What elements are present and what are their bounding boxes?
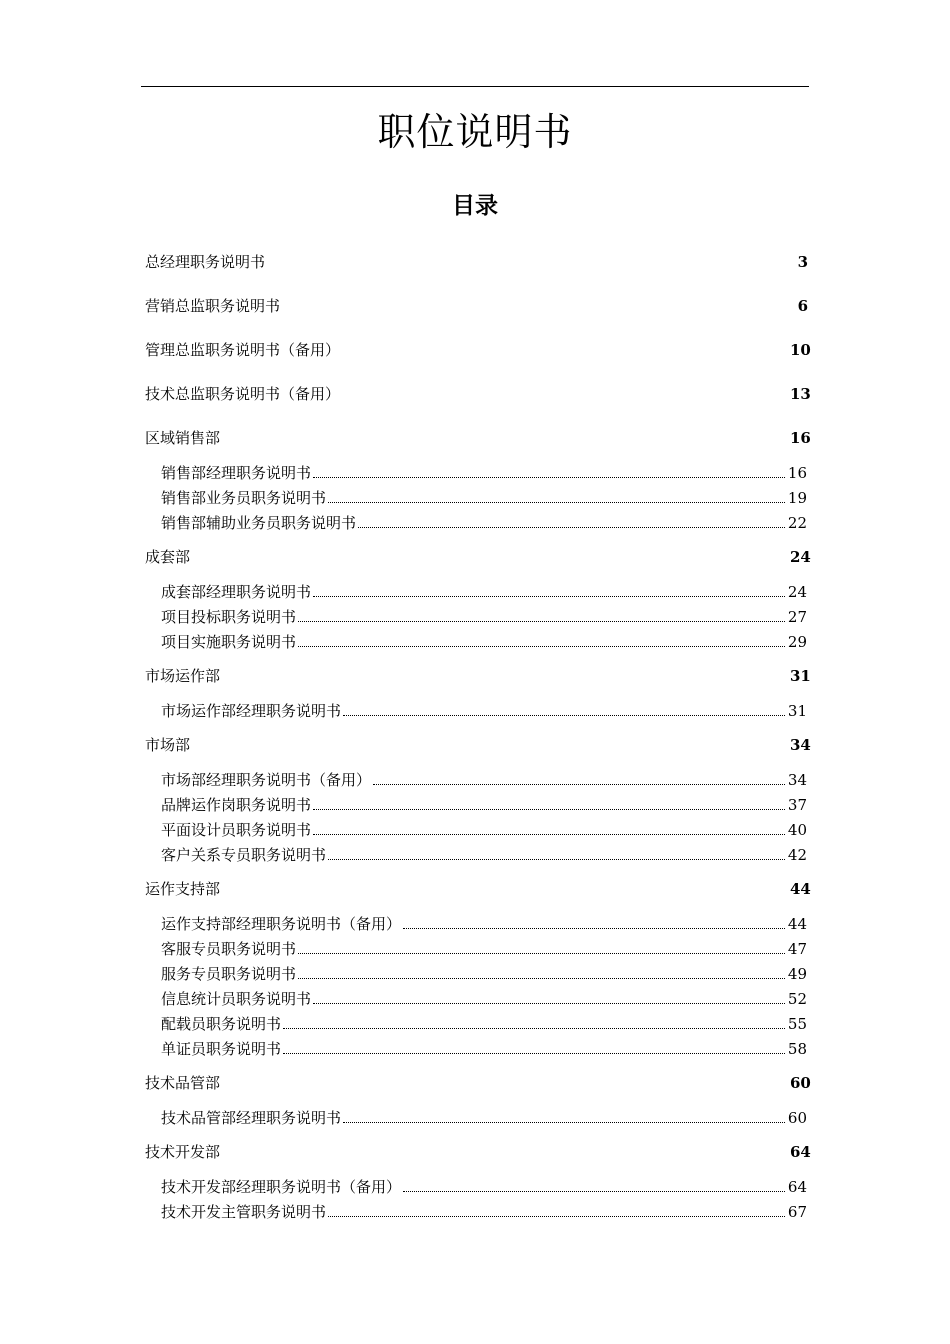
toc-dot-leader [343, 715, 785, 716]
toc-subsection-entry[interactable] [161, 1012, 807, 1036]
toc-dot-leader [328, 502, 785, 503]
toc-entry-label: 单证员职务说明书 [161, 1040, 282, 1058]
toc-page-number: 47 [787, 940, 807, 958]
toc-page-number: 3 [797, 253, 808, 271]
toc-entry-label: 客户关系专员职务说明书 [161, 846, 327, 864]
toc-dot-leader [373, 784, 785, 785]
toc-page-number: 64 [790, 1143, 811, 1161]
toc-page-number: 29 [787, 633, 807, 651]
toc-subsection-entry[interactable] [161, 818, 807, 842]
toc-entry-label: 区域销售部 [145, 429, 221, 447]
toc-section-entry[interactable] [145, 426, 810, 450]
toc-page-number: 34 [790, 736, 811, 754]
toc-entry-label: 项目投标职务说明书 [161, 608, 297, 626]
toc-subsection-entry[interactable] [161, 1200, 807, 1224]
toc-subsection-entry[interactable] [161, 843, 807, 867]
toc-page-number: 34 [787, 771, 807, 789]
toc-section-entry[interactable] [145, 294, 810, 318]
toc-entry-label: 销售部辅助业务员职务说明书 [161, 514, 357, 532]
toc-entry-label: 项目实施职务说明书 [161, 633, 297, 651]
toc-entry-label: 信息统计员职务说明书 [161, 990, 312, 1008]
toc-entry-label: 技术开发主管职务说明书 [161, 1203, 327, 1221]
toc-entry-label: 销售部经理职务说明书 [161, 464, 312, 482]
toc-dot-leader [298, 978, 785, 979]
toc-page-number: 52 [787, 990, 807, 1008]
toc-entry-label: 市场运作部经理职务说明书 [161, 702, 342, 720]
toc-page-number: 24 [787, 583, 807, 601]
toc-subsection-entry[interactable] [161, 486, 807, 510]
toc-dot-leader [298, 646, 785, 647]
toc-subsection-entry[interactable] [161, 937, 807, 961]
toc-subsection-entry[interactable] [161, 1106, 807, 1130]
toc-page-number: 13 [790, 385, 811, 403]
toc-subsection-entry[interactable] [161, 461, 807, 485]
toc-page-number: 44 [787, 915, 807, 933]
toc-entry-label: 品牌运作岗职务说明书 [161, 796, 312, 814]
toc-page-number: 64 [787, 1178, 807, 1196]
toc-dot-leader [328, 1216, 785, 1217]
toc-subsection-entry[interactable] [161, 768, 807, 792]
toc-page-number: 24 [790, 548, 811, 566]
toc-subsection-entry[interactable] [161, 699, 807, 723]
toc-subsection-entry[interactable] [161, 511, 807, 535]
toc-entry-label: 管理总监职务说明书（备用） [145, 341, 341, 359]
toc-entry-label: 市场部经理职务说明书（备用） [161, 771, 372, 789]
toc-subsection-entry[interactable] [161, 1037, 807, 1061]
toc-page-number: 10 [790, 341, 811, 359]
toc-dot-leader [313, 809, 785, 810]
toc-dot-leader [313, 596, 785, 597]
toc-entry-label: 总经理职务说明书 [145, 253, 266, 271]
toc-section-entry[interactable] [145, 733, 810, 757]
toc-page-number: 6 [797, 297, 808, 315]
toc-page-number: 22 [787, 514, 807, 532]
toc-entry-label: 服务专员职务说明书 [161, 965, 297, 983]
toc-entry-label: 技术品管部经理职务说明书 [161, 1109, 342, 1127]
toc-dot-leader [313, 1003, 785, 1004]
toc-page-number: 44 [790, 880, 811, 898]
toc-page-number: 42 [787, 846, 807, 864]
toc-page-number: 49 [787, 965, 807, 983]
toc-entry-label: 销售部业务员职务说明书 [161, 489, 327, 507]
toc-section-entry[interactable] [145, 664, 810, 688]
toc-subsection-entry[interactable] [161, 987, 807, 1011]
toc-page-number: 27 [787, 608, 807, 626]
toc-entry-label: 成套部 [145, 548, 191, 566]
toc-section-entry[interactable] [145, 545, 810, 569]
toc-section-entry[interactable] [145, 250, 810, 274]
toc-dot-leader [283, 1028, 785, 1029]
toc-page-number: 60 [790, 1074, 811, 1092]
toc-page-number: 19 [787, 489, 807, 507]
toc-entry-label: 技术品管部 [145, 1074, 221, 1092]
toc-entry-label: 技术开发部 [145, 1143, 221, 1161]
toc-subsection-entry[interactable] [161, 793, 807, 817]
toc-page-number: 40 [787, 821, 807, 839]
toc-dot-leader [298, 621, 785, 622]
toc-dot-leader [283, 1053, 785, 1054]
toc-dot-leader [358, 527, 785, 528]
toc-entry-label: 成套部经理职务说明书 [161, 583, 312, 601]
toc-entry-label: 配载员职务说明书 [161, 1015, 282, 1033]
toc-dot-leader [403, 1191, 785, 1192]
toc-subsection-entry[interactable] [161, 580, 807, 604]
toc-page-number: 60 [787, 1109, 807, 1127]
document-title: 职位说明书 [377, 110, 573, 154]
toc-page-number: 16 [787, 464, 807, 482]
toc-subsection-entry[interactable] [161, 962, 807, 986]
toc-dot-leader [328, 859, 785, 860]
toc-section-entry[interactable] [145, 877, 810, 901]
toc-page-number: 16 [790, 429, 811, 447]
toc-entry-label: 运作支持部 [145, 880, 221, 898]
toc-entry-label: 客服专员职务说明书 [161, 940, 297, 958]
toc-subsection-entry[interactable] [161, 605, 807, 629]
toc-section-entry[interactable] [145, 382, 810, 406]
toc-entry-label: 运作支持部经理职务说明书（备用） [161, 915, 402, 933]
toc-dot-leader [343, 1122, 785, 1123]
toc-entry-label: 平面设计员职务说明书 [161, 821, 312, 839]
toc-section-entry[interactable] [145, 1140, 810, 1164]
toc-section-entry[interactable] [145, 1071, 810, 1095]
toc-page-number: 31 [790, 667, 811, 685]
toc-page-number: 31 [787, 702, 807, 720]
toc-page-number: 37 [787, 796, 807, 814]
toc-heading: 目录 [452, 193, 498, 219]
toc-subsection-entry[interactable] [161, 912, 807, 936]
toc-page-number: 58 [787, 1040, 807, 1058]
toc-entry-label: 市场运作部 [145, 667, 221, 685]
toc-entry-label: 技术开发部经理职务说明书（备用） [161, 1178, 402, 1196]
toc-page-number: 67 [787, 1203, 807, 1221]
toc-page-number: 55 [787, 1015, 807, 1033]
toc-entry-label: 营销总监职务说明书 [145, 297, 281, 315]
toc-dot-leader [298, 953, 785, 954]
toc-dot-leader [313, 834, 785, 835]
toc-subsection-entry[interactable] [161, 1175, 807, 1199]
toc-subsection-entry[interactable] [161, 630, 807, 654]
toc-entry-label: 技术总监职务说明书（备用） [145, 385, 341, 403]
toc-dot-leader [403, 928, 785, 929]
toc-entry-label: 市场部 [145, 736, 191, 754]
toc-dot-leader [313, 477, 785, 478]
toc-section-entry[interactable] [145, 338, 810, 362]
